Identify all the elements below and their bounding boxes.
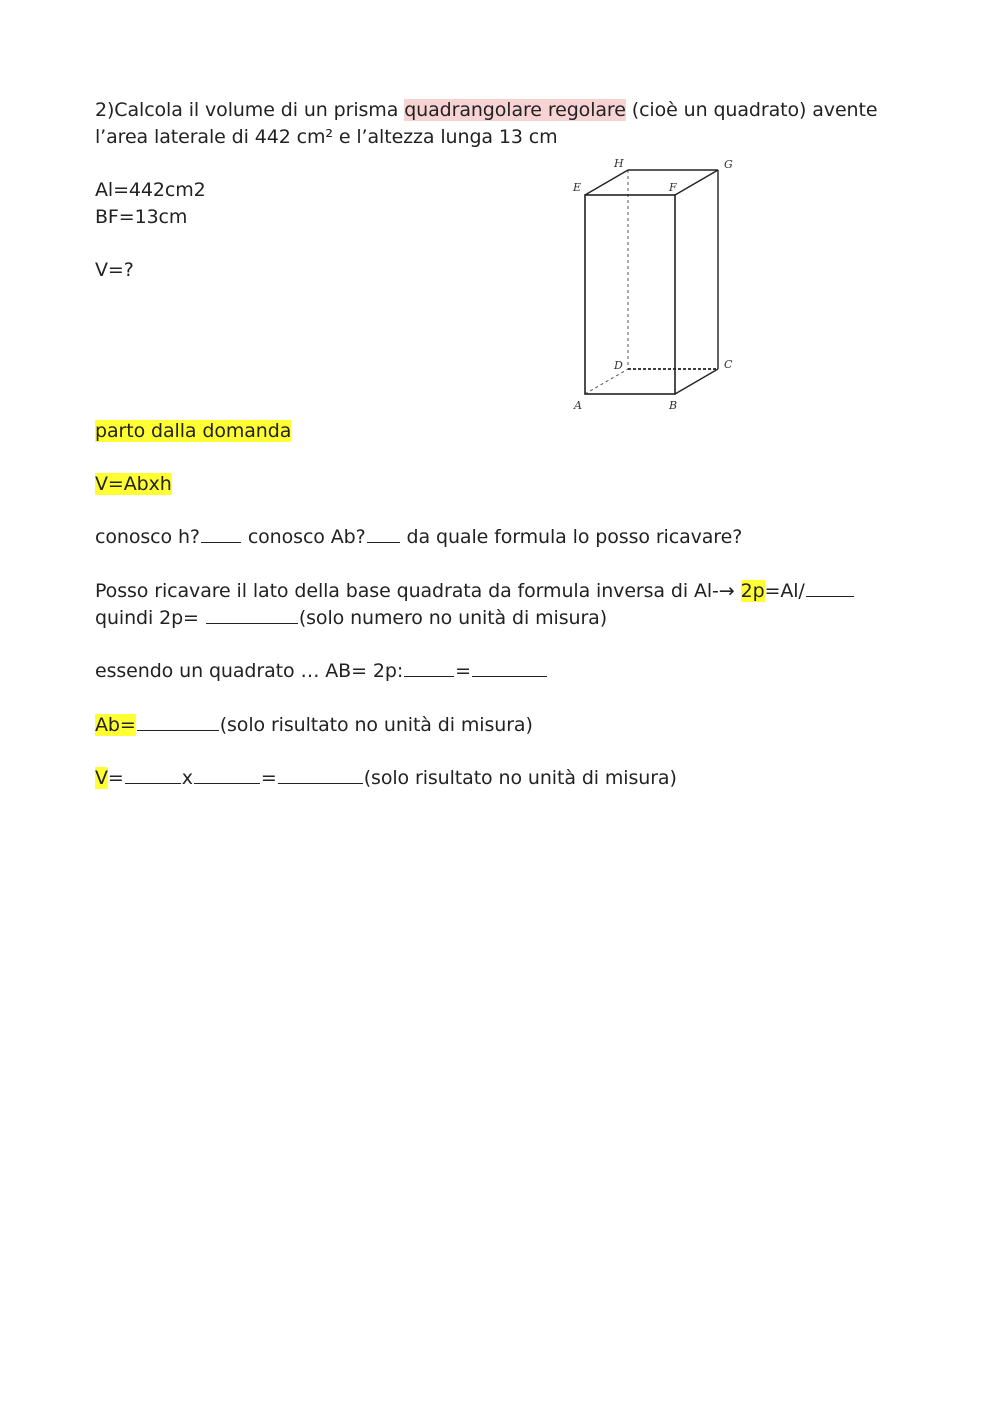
volume-note: (solo risultato no unità di misura) — [363, 767, 677, 789]
edge-bc — [675, 369, 718, 394]
inverse-text: Posso ricavare il lato della base quadrata da formula inversa di Al-→ — [95, 580, 741, 602]
blank-perimeter[interactable] — [206, 605, 298, 624]
blank-height-divisor[interactable] — [806, 578, 854, 597]
volume-highlight: V — [95, 767, 108, 789]
base-area-note: (solo risultato no unità di misura) — [219, 714, 533, 736]
volume-formula: V=Abxh — [95, 473, 172, 495]
vertex-label-g: G — [724, 158, 733, 171]
inverse-highlight: 2p — [740, 580, 765, 602]
blank-volume-factor2[interactable] — [194, 765, 260, 784]
problem-highlight: quadrangolare regolare — [404, 99, 626, 121]
volume-times: x — [181, 767, 193, 789]
problem-text-continued: (cioè un quadrato) avente — [625, 99, 878, 121]
inverse-formula: =Al/ — [764, 580, 805, 602]
base-area-highlight: Ab= — [95, 714, 136, 736]
blank-base-area[interactable] — [137, 712, 219, 731]
front-face — [585, 195, 675, 394]
given-height: BF=13cm — [95, 206, 188, 228]
vertex-label-e: E — [573, 181, 582, 194]
blank-know-ab[interactable] — [367, 524, 400, 543]
side-text: essendo un quadrato … AB= 2p: — [95, 660, 404, 682]
blank-know-h[interactable] — [201, 524, 241, 543]
volume-equals: = — [107, 767, 124, 789]
vertex-label-b: B — [669, 399, 678, 412]
vertex-label-f: F — [669, 181, 677, 194]
blank-side-result[interactable] — [472, 658, 547, 677]
question-h: conosco h? — [95, 526, 200, 548]
step-inverse — [95, 578, 855, 604]
prism-diagram — [565, 155, 745, 420]
blank-volume-factor1[interactable] — [125, 765, 181, 784]
problem-text: 2)Calcola il volume di un prisma — [95, 99, 405, 121]
problem-statement-line1 — [95, 97, 877, 123]
unknown-volume: V=? — [95, 259, 134, 281]
vertex-label-c: C — [724, 358, 733, 371]
perimeter-text: quindi 2p= — [95, 607, 205, 629]
step-volume — [95, 765, 677, 791]
side-equals: = — [455, 660, 471, 682]
step-side — [95, 658, 548, 684]
question-formula: da quale formula lo posso ricavare? — [400, 526, 743, 548]
edge-fg — [675, 170, 718, 195]
step-start-text: parto dalla domanda — [95, 420, 292, 442]
vertex-label-d: D — [614, 359, 623, 372]
edge-eh — [585, 170, 628, 195]
step-perimeter — [95, 605, 607, 631]
blank-side-divisor[interactable] — [404, 658, 454, 677]
question-ab: conosco Ab? — [241, 526, 366, 548]
step-start — [95, 418, 291, 444]
vertex-label-a: A — [574, 399, 582, 412]
problem-statement-line2: l’area laterale di 442 cm² e l’altezza lunga 13 cm — [95, 126, 558, 148]
step-formula — [95, 471, 172, 497]
perimeter-note: (solo numero no unità di misura) — [298, 607, 608, 629]
edge-ad — [585, 369, 628, 394]
volume-equals-2: = — [260, 767, 277, 789]
given-lateral-area: Al=442cm2 — [95, 179, 206, 201]
vertex-label-h: H — [614, 157, 624, 170]
step-questions — [95, 524, 742, 550]
blank-volume-result[interactable] — [278, 765, 363, 784]
step-base-area — [95, 712, 533, 738]
